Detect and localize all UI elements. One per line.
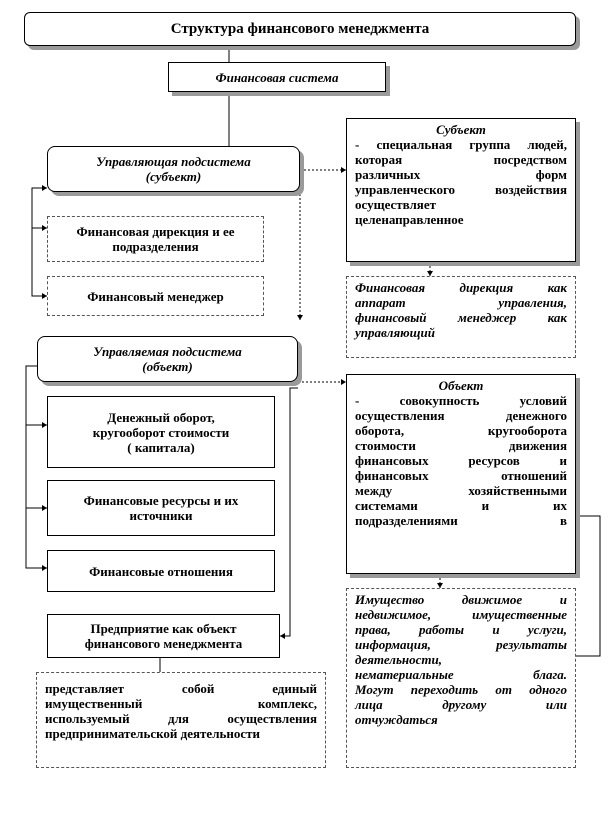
- object-line: подразделениями в: [355, 513, 567, 528]
- bracket-managed: [26, 366, 47, 568]
- subject-line: - специальная группа людей,: [355, 137, 567, 152]
- object-note-line: Имущество движимое и: [355, 592, 567, 607]
- managed-item-line2: источники: [129, 508, 193, 523]
- managed-subsystem-line1: Управляемая подсистема: [93, 344, 242, 359]
- subject-line: которая посредством: [355, 152, 567, 167]
- managed-item-line2: кругооборот стоимости: [92, 424, 230, 440]
- managing-item-line1: Финансовая дирекция и ее: [76, 224, 235, 239]
- diagram-title-text: Структура финансового менеджмента: [170, 20, 430, 37]
- object-note-line: Могут переходить от одного: [355, 682, 567, 697]
- financial-system-label: Финансовая система: [215, 69, 339, 85]
- managed-subsystem-line2: (объект): [142, 359, 193, 374]
- managed-item-line1: Финансовые отношения: [89, 563, 233, 579]
- subject-note-line: аппарат управления,: [355, 295, 567, 310]
- subject-note-line: Финансовая дирекция как: [355, 280, 567, 295]
- object-line: стоимости движения: [355, 438, 567, 453]
- object-heading: Объект: [438, 378, 484, 393]
- diagram-title: [24, 12, 576, 46]
- managed-item-enterprise: [47, 614, 280, 658]
- connector-managed-enterprise: [280, 388, 298, 636]
- enterprise-note-box: [36, 672, 326, 768]
- object-note-line: отчуждаться: [355, 712, 438, 727]
- managing-item-financial-manager: [47, 276, 264, 316]
- object-note-line: нематериальные блага.: [355, 667, 567, 682]
- subject-heading: Субъект: [436, 122, 486, 137]
- object-line: оборота, кругооборота: [355, 423, 567, 438]
- enterprise-note-line: предпринимательской деятельности: [45, 726, 261, 741]
- enterprise-note-line: используемый для осуществления: [45, 711, 317, 726]
- managing-subsystem-box: [47, 146, 300, 192]
- object-line: финансовых ресурсов и: [355, 453, 567, 468]
- managed-item-line1: Предприятие как объект: [90, 621, 237, 636]
- managed-item-line2: финансового менеджмента: [84, 636, 243, 651]
- bracket-object-note: [576, 516, 600, 656]
- subject-line: управленческого воздействия: [355, 182, 567, 197]
- managing-item-line1: Финансовый менеджер: [87, 288, 224, 304]
- object-line: - совокупность условий: [355, 393, 567, 408]
- managed-item-line1: Денежный оборот,: [107, 409, 215, 425]
- financial-system-box: [168, 62, 386, 92]
- object-note-line: лица другому или: [355, 697, 567, 712]
- managing-subsystem-line1: Управляющая подсистема: [96, 154, 251, 169]
- subject-note-line: управляющий: [355, 325, 435, 340]
- subject-line: различных форм: [355, 167, 567, 182]
- object-note-line: недвижимое, имущественные: [355, 607, 567, 622]
- managed-item-line3: ( капитала): [127, 439, 195, 455]
- object-note-line: права, работы и услуги,: [355, 622, 567, 637]
- subject-line: осуществляет: [355, 197, 436, 212]
- arrow-enterprise: [280, 633, 285, 639]
- managing-item-line2: подразделения: [112, 239, 199, 254]
- managed-item-money-turnover: [47, 396, 275, 468]
- managing-item-finance-directorate: [47, 216, 264, 262]
- object-line: системами и их: [355, 498, 567, 513]
- object-line: финансовых отношений: [355, 468, 567, 483]
- managed-item-financial-relations: [47, 550, 275, 592]
- arrow-managed: [297, 315, 303, 320]
- object-note-line: информация, результаты: [355, 637, 567, 652]
- bracket-managing: [32, 188, 47, 296]
- enterprise-note-line: имущественный комплекс,: [45, 696, 317, 711]
- managed-item-line1: Финансовые ресурсы и их: [83, 493, 239, 508]
- object-box: [346, 374, 576, 574]
- managed-item-financial-resources: [47, 480, 275, 536]
- object-line: осуществления денежного: [355, 408, 567, 423]
- object-note-box: [346, 588, 576, 768]
- subject-note-box: [346, 276, 576, 358]
- object-line: между хозяйственными: [355, 483, 567, 498]
- subject-box: [346, 118, 576, 262]
- managing-subsystem-line2: (субъект): [145, 169, 202, 184]
- object-note-line: деятельности,: [355, 652, 442, 667]
- managed-subsystem-box: [37, 336, 298, 382]
- subject-line: целенаправленное: [355, 212, 464, 227]
- subject-note-line: финансовый менеджер как: [355, 310, 567, 325]
- enterprise-note-line: представляет собой единый: [45, 681, 317, 696]
